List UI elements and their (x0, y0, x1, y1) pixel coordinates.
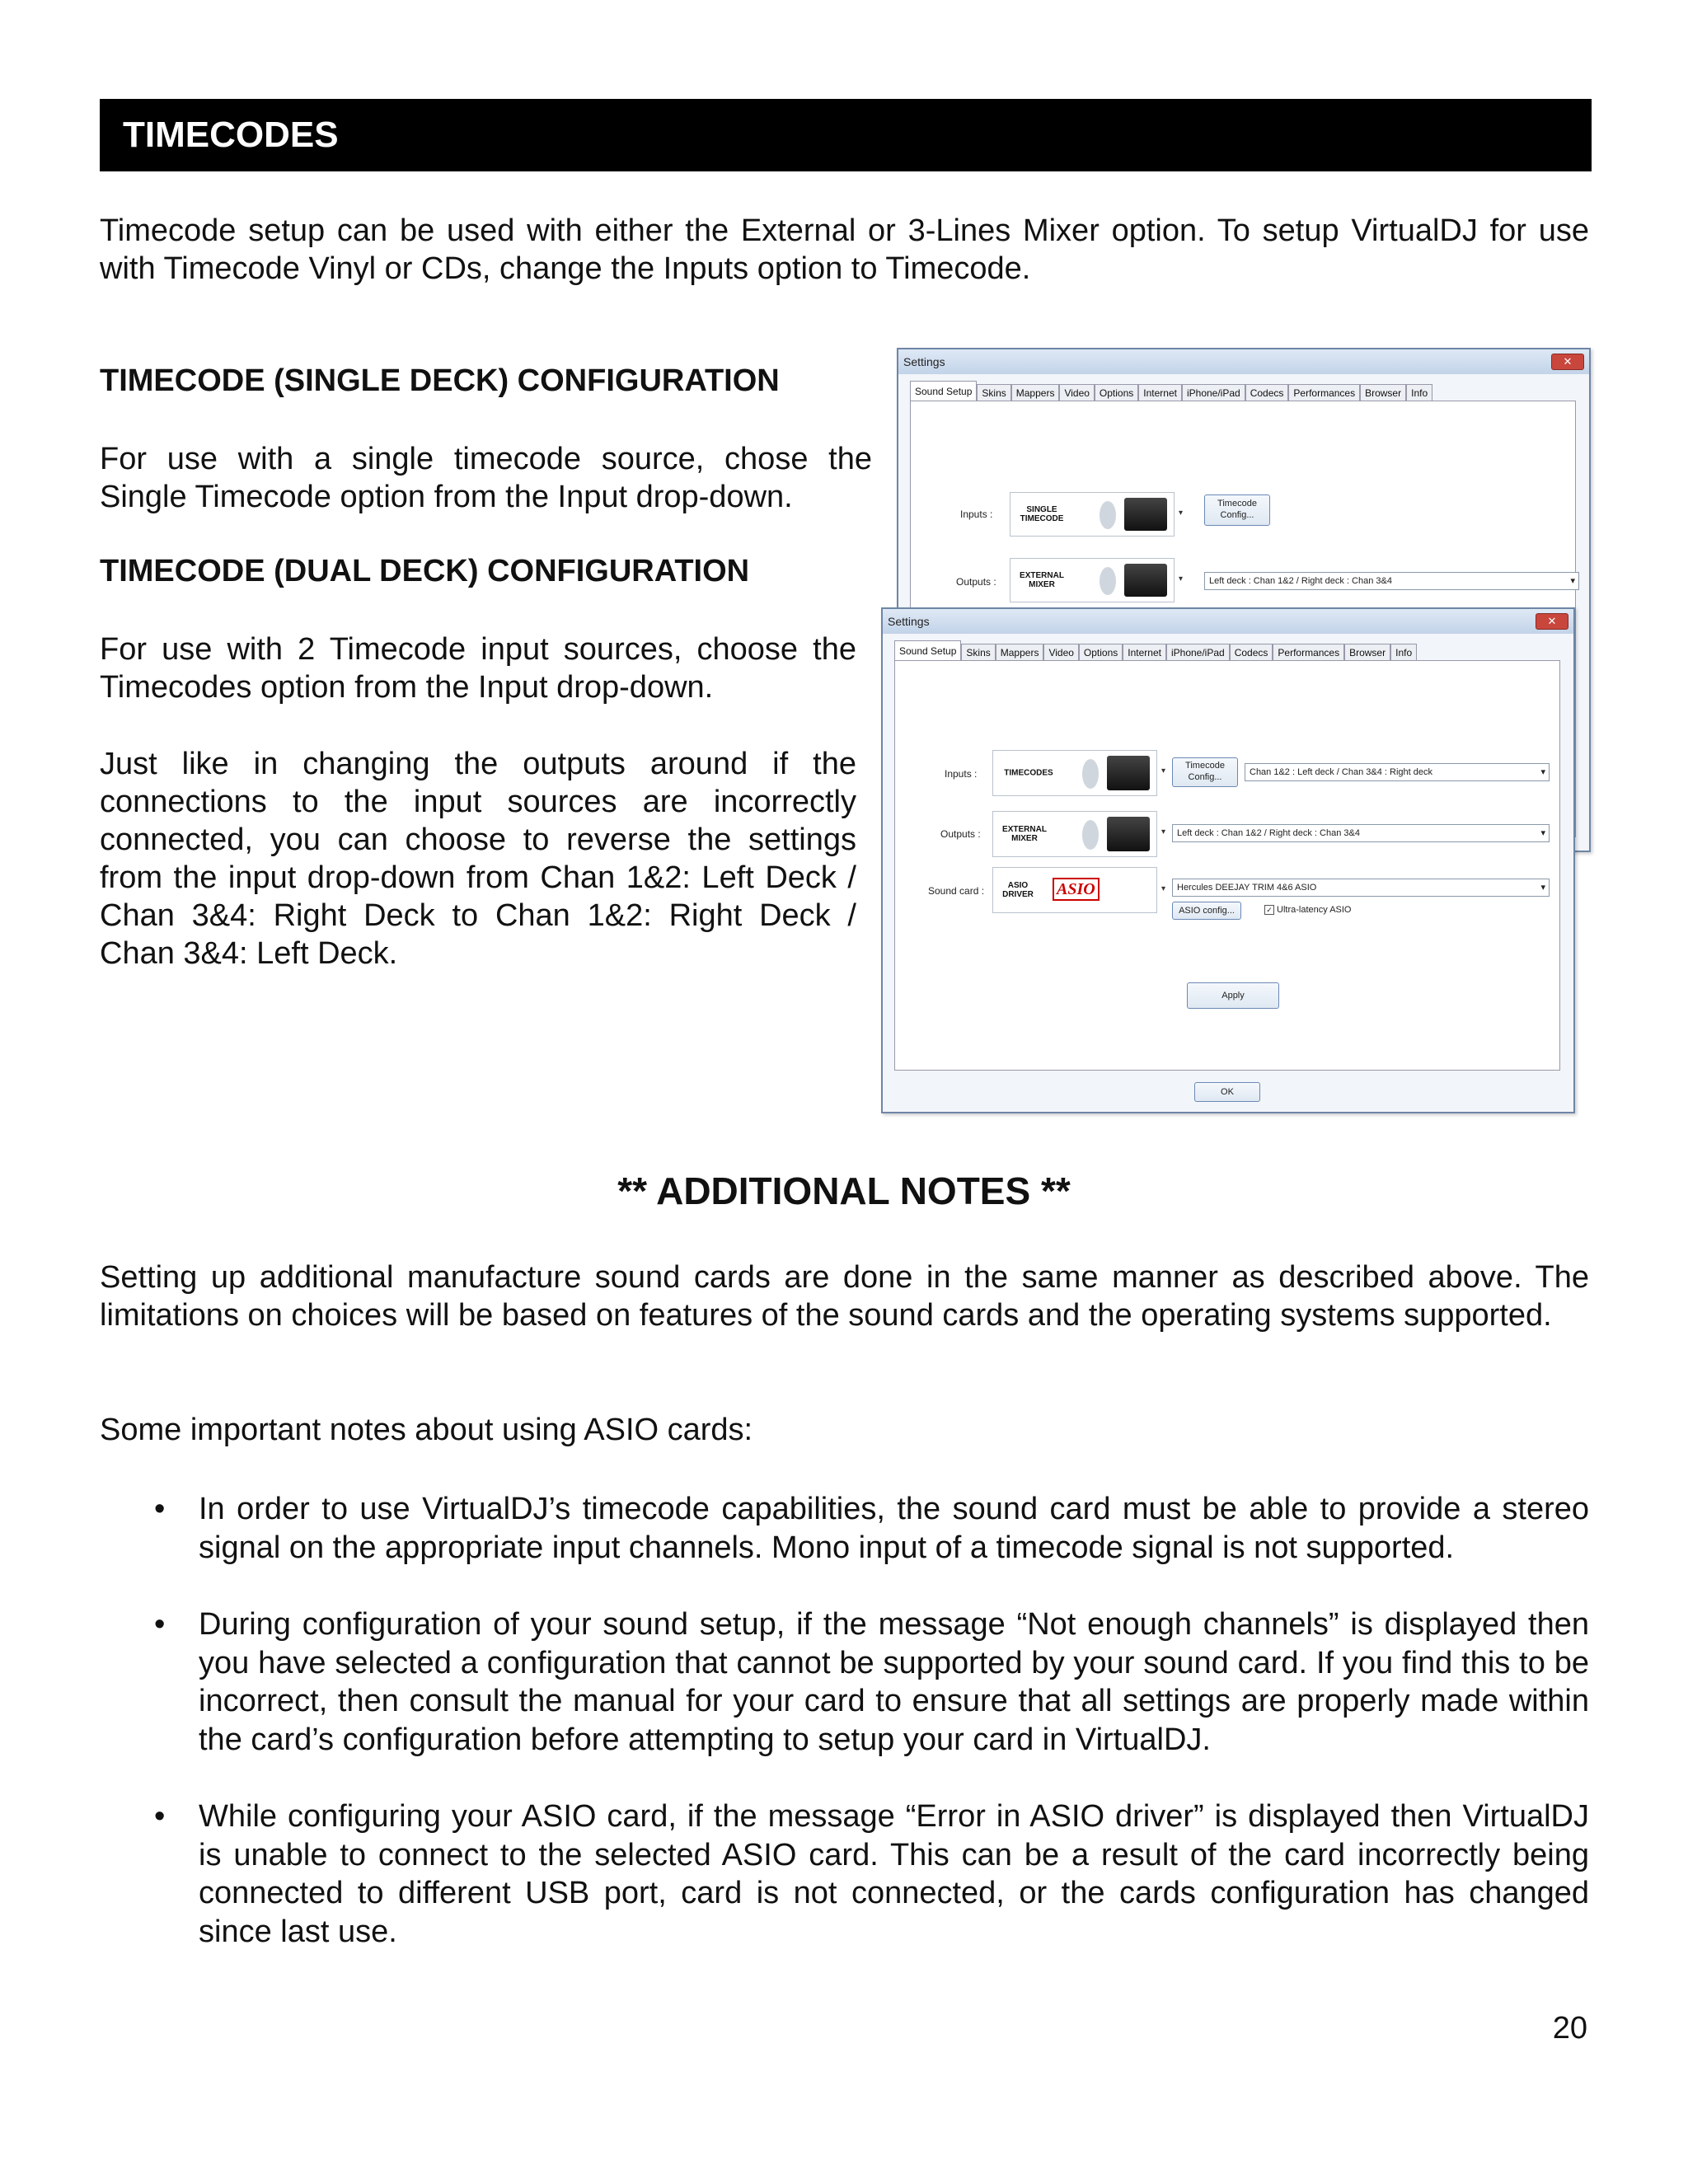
list-item (100, 1605, 1589, 1759)
outputs-label: Outputs : (940, 828, 981, 840)
outputs-value: EXTERNAL MIXER (1002, 825, 1047, 843)
tab-skins[interactable]: Skins (961, 644, 995, 661)
tab-skins[interactable]: Skins (977, 384, 1010, 401)
dual-deck-paragraph-2: Just like in changing the outputs around if the connections to the input sources are incorrectly connected, you can choose to reverse the settings from the input drop-down from Chan 1&2: Left Deck / Chan 3&4: Right Deck to Chan 1&2: Right Deck / Chan 3&4: Left Deck. (100, 747, 856, 971)
settings-window-dual (881, 607, 1575, 1113)
bullet-icon: • (154, 1492, 166, 1526)
tab-video[interactable]: Video (1059, 384, 1094, 401)
settings-panel (894, 660, 1560, 1071)
list-item (100, 1797, 1589, 1951)
notes-bullet-list (100, 1490, 1589, 1990)
asio-logo (1053, 878, 1100, 901)
list-item-text: While configuring your ASIO card, if the message “Error in ASIO driver” is displayed then VirtualDJ is unable to connect to the selected ASIO card. This can be a result of the card incorrectly being connected to different USB port, card is not connected, or the cards configuration has changed since last use. (199, 1799, 1589, 1949)
tab-browser[interactable]: Browser (1344, 644, 1390, 661)
checkmark-icon: ✓ (1264, 905, 1274, 915)
inputs-value: TIMECODES (1004, 768, 1053, 778)
timecode-config-button[interactable]: Timecode Config... (1172, 757, 1238, 787)
outputs-value: EXTERNAL MIXER (1020, 571, 1064, 589)
tab-mappers[interactable]: Mappers (1011, 384, 1060, 401)
ultra-latency-checkbox[interactable] (1264, 905, 1351, 915)
outputs-label: Outputs : (956, 576, 996, 588)
window-title: Settings (888, 615, 930, 628)
notes-paragraph-2: Some important notes about using ASIO cards: (100, 1413, 753, 1447)
tab-sound-setup[interactable]: Sound Setup (894, 640, 961, 661)
close-icon[interactable]: ✕ (1536, 613, 1568, 630)
tab-options[interactable]: Options (1095, 384, 1138, 401)
bullet-icon: • (154, 1607, 166, 1642)
inputs-selector[interactable] (1010, 492, 1175, 537)
list-item-text: During configuration of your sound setup, if the message “Not enough channels” is displayed then you have selected a configuration that cannot be supported by your sound card. If you find this to be incorrect, then consult the manual for your card to ensure that all settings are properly made within the card’s configuration before attempting to setup your card in VirtualDJ. (199, 1607, 1589, 1757)
turntable-icon (1082, 759, 1099, 789)
page-number: 20 (1552, 2011, 1587, 2046)
asio-logo-text: ASIO (1053, 878, 1100, 901)
laptop-icon (1107, 756, 1150, 790)
tab-mappers[interactable]: Mappers (996, 644, 1044, 661)
dual-deck-heading: TIMECODE (DUAL DECK) CONFIGURATION (100, 554, 750, 588)
sound-card-selector[interactable] (992, 867, 1157, 913)
inputs-label: Inputs : (945, 768, 978, 780)
tab-bar (894, 640, 1417, 660)
tab-performances[interactable]: Performances (1273, 644, 1344, 661)
asio-config-button[interactable]: ASIO config... (1172, 902, 1241, 920)
sound-card-select[interactable]: Hercules DEEJAY TRIM 4&6 ASIO ▾ (1172, 879, 1550, 897)
tab-video[interactable]: Video (1043, 644, 1078, 661)
outputs-selector[interactable] (992, 811, 1157, 857)
outputs-dropdown-arrow[interactable]: ▾ (1179, 574, 1184, 583)
bullet-icon: • (154, 1799, 166, 1834)
ok-button[interactable]: OK (1194, 1082, 1260, 1102)
timecode-config-button[interactable]: Timecode Config... (1204, 494, 1270, 526)
outputs-selector[interactable] (1010, 558, 1175, 602)
mixer-icon (1100, 567, 1116, 595)
section-banner: TIMECODES (100, 99, 1592, 171)
list-item (100, 1490, 1589, 1567)
window-title: Settings (903, 355, 945, 368)
outputs-channel-select[interactable]: Left deck : Chan 1&2 / Right deck : Chan 3&4 ▾ (1204, 572, 1579, 590)
mixer-icon (1082, 820, 1099, 850)
tab-bar (910, 381, 1432, 401)
intro-paragraph: Timecode setup can be used with either the External or 3-Lines Mixer option. To setup VirtualDJ for use with Timecode Vinyl or CDs, change the Inputs option to Timecode. (100, 213, 1589, 286)
window-titlebar (898, 349, 1589, 374)
tab-iphone-ipad[interactable]: iPhone/iPad (1166, 644, 1230, 661)
dual-deck-paragraph: For use with 2 Timecode input sources, choose the Timecodes option from the Input drop-down. (100, 632, 856, 705)
tab-info[interactable]: Info (1390, 644, 1417, 661)
tab-codecs[interactable]: Codecs (1245, 384, 1289, 401)
inputs-dropdown-arrow[interactable]: ▾ (1179, 509, 1184, 518)
tab-internet[interactable]: Internet (1138, 384, 1182, 401)
tab-performances[interactable]: Performances (1288, 384, 1360, 401)
tab-sound-setup[interactable]: Sound Setup (910, 381, 977, 401)
inputs-selector[interactable] (992, 750, 1157, 796)
turntable-icon (1100, 501, 1116, 529)
tab-internet[interactable]: Internet (1123, 644, 1166, 661)
tab-info[interactable]: Info (1406, 384, 1432, 401)
list-item-text: In order to use VirtualDJ’s timecode capabilities, the sound card must be able to provide a stereo signal on the appropriate input channels. Mono input of a timecode signal is not supported. (199, 1492, 1589, 1565)
window-titlebar (883, 609, 1573, 634)
close-icon[interactable]: ✕ (1551, 354, 1584, 370)
sound-card-value: ASIO DRIVER (1002, 881, 1034, 899)
outputs-channel-select[interactable]: Left deck : Chan 1&2 / Right deck : Chan 3&4 ▾ (1172, 824, 1550, 842)
apply-button[interactable]: Apply (1187, 982, 1279, 1009)
ultra-latency-label: Ultra-latency ASIO (1277, 905, 1352, 915)
laptop-icon (1107, 817, 1150, 851)
inputs-label: Inputs : (960, 509, 993, 520)
notes-paragraph-1: Setting up additional manufacture sound cards are done in the same manner as described above. The limitations on choices will be based on features of the sound cards and the operating systems supported. (100, 1260, 1589, 1333)
outputs-dropdown-arrow[interactable]: ▾ (1161, 827, 1166, 837)
laptop-icon (1124, 564, 1167, 597)
tab-options[interactable]: Options (1079, 644, 1123, 661)
sound-card-label: Sound card : (928, 885, 985, 897)
notes-title: ** ADDITIONAL NOTES ** (617, 1169, 1071, 1212)
tab-iphone-ipad[interactable]: iPhone/iPad (1182, 384, 1245, 401)
tab-codecs[interactable]: Codecs (1230, 644, 1273, 661)
inputs-dropdown-arrow[interactable]: ▾ (1161, 766, 1166, 776)
sound-card-dropdown-arrow[interactable]: ▾ (1161, 884, 1166, 893)
single-deck-paragraph: For use with a single timecode source, chose the Single Timecode option from the Input drop-down. (100, 442, 872, 514)
tab-browser[interactable]: Browser (1360, 384, 1406, 401)
inputs-value: SINGLE TIMECODE (1020, 505, 1064, 523)
laptop-icon (1124, 498, 1167, 531)
single-deck-heading: TIMECODE (SINGLE DECK) CONFIGURATION (100, 363, 780, 398)
inputs-channel-select[interactable]: Chan 1&2 : Left deck / Chan 3&4 : Right deck ▾ (1245, 763, 1550, 781)
